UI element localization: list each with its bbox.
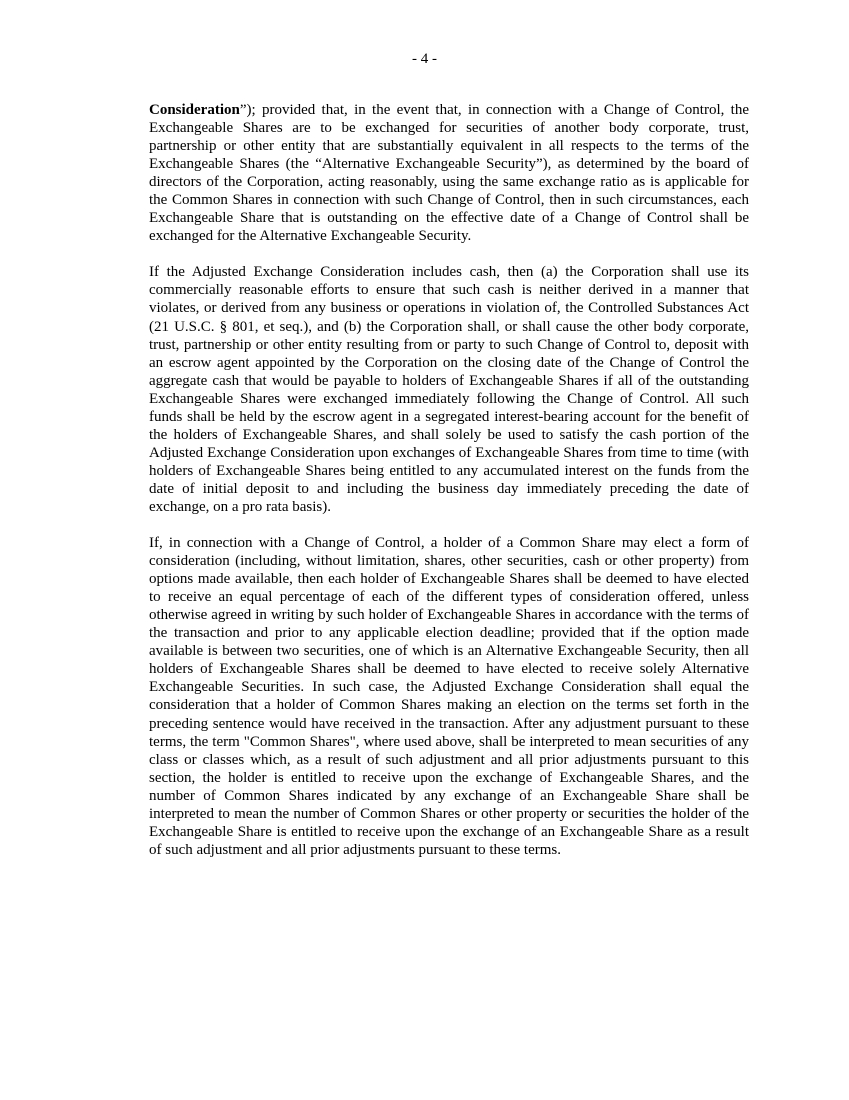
paragraph-1 <box>149 101 749 245</box>
document-body <box>149 101 749 877</box>
paragraph-3: If, in connection with a Change of Control, a holder of a Common Share may elect a form of consideration (including, without limitation, shares, other securities, cash or other property) from options made available, then each holder of Exchangeable Shares shall be deemed to have elected to receive an equal percentage of each of the different types of consideration offered, unless otherwise agreed in writing by such holder of Exchangeable Shares in accordance with the terms of the transaction and prior to any applicable election deadline; provided that if the option made available is between two securities, one of which is an Alternative Exchangeable Security, then all holders of Exchangeable Shares shall be deemed to have elected to receive solely Alternative Exchangeable Securities. In such case, the Adjusted Exchange Consideration shall equal the consideration that a holder of Common Shares making an election on the terms set forth in the preceding sentence would have received in the transaction. After any adjustment pursuant to these terms, the term "Common Shares", where used above, shall be interpreted to mean securities of any class or classes which, as a result of such adjustment and all prior adjustments pursuant to this section, the holder is entitled to receive upon the exchange of Exchangeable Shares, and the number of Common Shares indicated by any exchange of an Exchangeable Share shall be interpreted to mean the number of Common Shares or other property or securities the holder of the Exchangeable Share is entitled to receive upon the exchange of an Exchangeable Share as a result of such adjustment and all prior adjustments pursuant to these terms. <box>149 535 749 858</box>
page-number: - 4 - <box>412 51 437 67</box>
paragraph-1-bold-lead: Consideration <box>149 102 240 118</box>
paragraph-1-text: ”); provided that, in the event that, in connection with a Change of Control, the Exchangeable Shares are to be exchanged for securities of another body corporate, trust, partnership or other entity that are substantially equivalent in all respects to the terms of the Exchangeable Shares (the “Alternative Exchangeable Security”), as determined by the board of directors of the Corporation, acting reasonably, using the same exchange ratio as is applicable for the Common Shares in connection with such Change of Control, then in such circumstances, each Exchangeable Share that is outstanding on the effective date of a Change of Control shall be exchanged for the Alternative Exchangeable Security. <box>149 102 749 245</box>
paragraph-2: If the Adjusted Exchange Consideration includes cash, then (a) the Corporation shall use its commercially reasonable efforts to ensure that such cash is neither derived in a manner that violates, or derived from any business or operations in violation of, the Controlled Substances Act (21 U.S.C. § 801, et seq.), and (b) the Corporation shall, or shall cause the other body corporate, trust, partnership or other entity resulting from or party to such Change of Control to, deposit with an escrow agent appointed by the Corporation on the closing date of the Change of Control the aggregate cash that would be payable to holders of Exchangeable Shares if all of the outstanding Exchangeable Shares were exchanged immediately following the Change of Control. All such funds shall be held by the escrow agent in a segregated interest-bearing account for the benefit of the holders of Exchangeable Shares, and shall solely be used to satisfy the cash portion of the Adjusted Exchange Consideration upon exchanges of Exchangeable Shares from time to time (with holders of Exchangeable Shares being entitled to any accumulated interest on the funds from the date of initial deposit to and including the business day immediately preceding the date of exchange, on a pro rata basis). <box>149 264 749 515</box>
